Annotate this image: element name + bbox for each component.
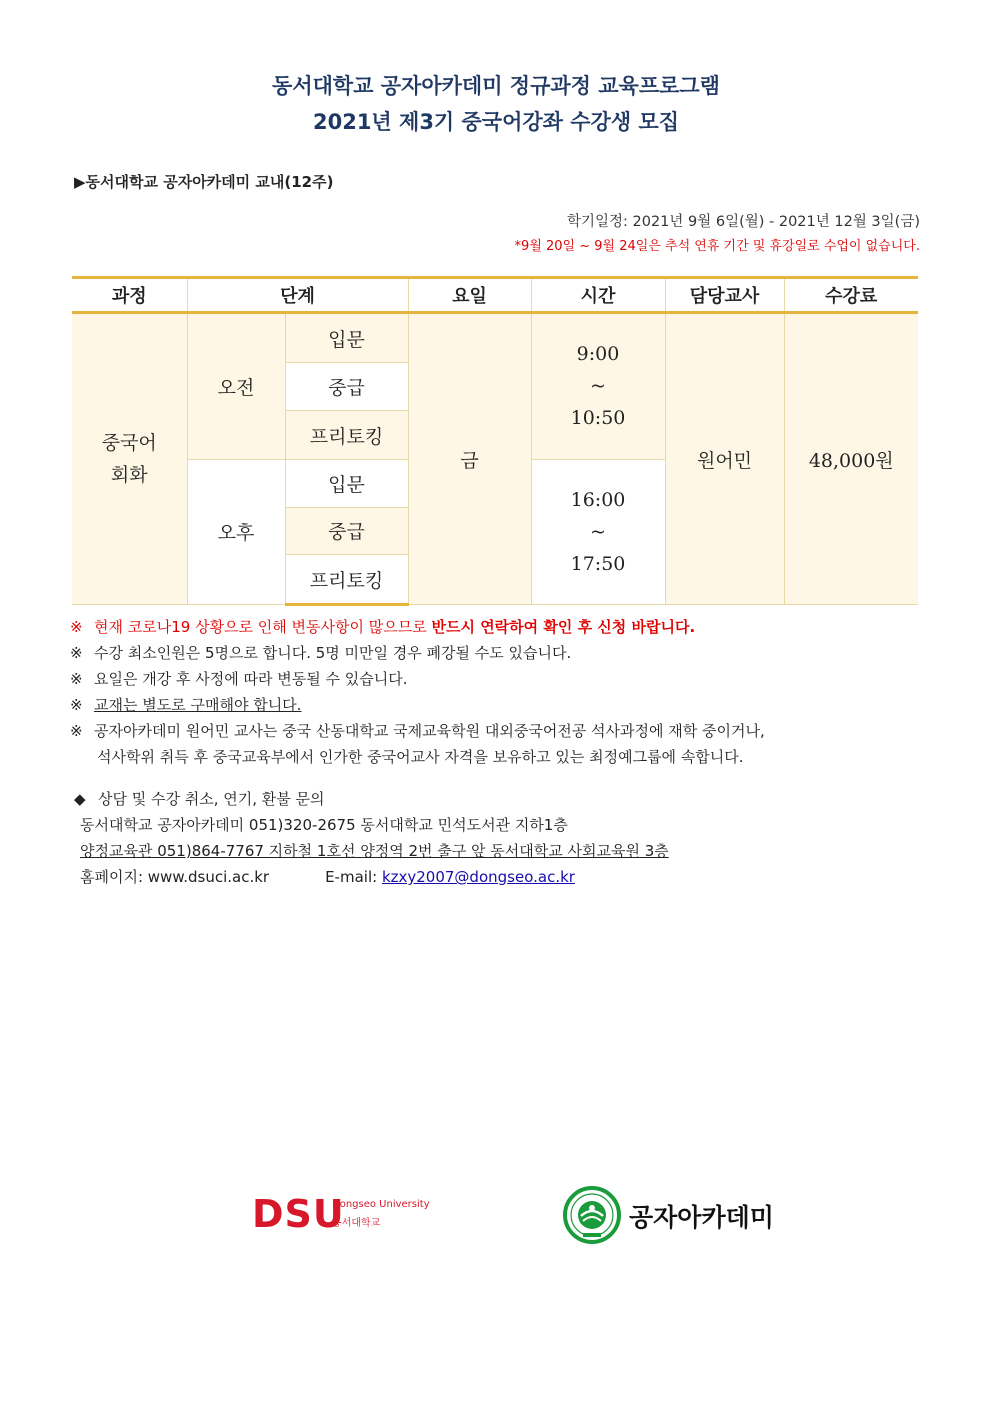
contact-block (74, 786, 669, 890)
section-label: ▶동서대학교 공자아카데미 교내(12주) (74, 173, 334, 191)
note-teacher-text-1: 공자아카데미 원어민 교사는 중국 산동대학교 국제교육학원 대외중국어전공 석사과정에 재학 중이거나, (94, 722, 765, 740)
course-name-line1: 중국어 (101, 432, 157, 454)
note-textbook-text: 교재는 별도로 구매해야 합니다. (94, 696, 302, 714)
note-day-change-text: 요일은 개강 후 사정에 따라 변동될 수 있습니다. (94, 670, 408, 688)
homepage-link[interactable]: 홈페이지: www.dsuci.ac.kr (80, 868, 270, 886)
notes-list (70, 614, 765, 770)
afternoon-cell: 오후 (187, 459, 285, 604)
semester-schedule: 학기일정: 2021년 9월 6일(월) - 2021년 12월 3일(금) (566, 214, 920, 230)
note-covid (70, 614, 765, 640)
day-cell: 금 (408, 313, 531, 605)
note-mark: ※ (70, 722, 83, 740)
note-covid-text: 현재 코로나19 상황으로 인해 변동사항이 많으므로 (94, 618, 432, 636)
morning-level-2: 중급 (285, 363, 408, 411)
header-day: 요일 (408, 278, 531, 313)
morning-time-sep: ~ (590, 375, 606, 398)
morning-time-cell (531, 313, 665, 460)
confucius-institute-logo (563, 1186, 803, 1244)
note-minimum (70, 640, 765, 666)
dsu-logo-korean: 동서대학교 (332, 1218, 381, 1229)
header-course: 과정 (72, 278, 187, 313)
note-teacher (70, 718, 765, 744)
morning-cell: 오전 (187, 313, 285, 460)
afternoon-time-start: 16:00 (570, 488, 626, 511)
header-time: 시간 (531, 278, 665, 313)
morning-time-end: 10:50 (570, 407, 626, 430)
contact-line-1: 동서대학교 공자아카데미 051)320-2675 동서대학교 민석도서관 지하1층 (80, 816, 568, 834)
title-line-1: 동서대학교 공자아카데미 정규과정 교육프로그램 (272, 74, 720, 98)
fee-cell: 48,000원 (784, 313, 918, 605)
course-name-line2: 회화 (110, 464, 148, 486)
note-day-change (70, 666, 765, 692)
email-label: E-mail: (325, 868, 382, 886)
note-covid-emphasis: 반드시 연락하여 확인 후 신청 바랍니다. (431, 618, 696, 636)
note-mark: ※ (70, 670, 83, 688)
dsu-logo (252, 1194, 432, 1238)
morning-level-1: 입문 (285, 313, 408, 363)
note-textbook (70, 692, 765, 718)
note-mark: ※ (70, 618, 83, 636)
afternoon-time-end: 17:50 (570, 552, 626, 575)
note-teacher-text-2: 석사학위 취득 후 중국교육부에서 인가한 중국어교사 자격을 보유하고 있는 최정예그룹에 속합니다. (97, 748, 744, 766)
contact-heading (74, 786, 669, 812)
teacher-cell: 원어민 (665, 313, 784, 605)
table-header-row (72, 278, 918, 313)
afternoon-time-cell (531, 459, 665, 604)
table-row (72, 313, 918, 363)
contact-line-2-text: 양정교육관 051)864-7767 지하철 1호선 양정역 2번 출구 앞 동서대학교 사회교육원 3층 (80, 842, 669, 860)
contact-web-row (74, 864, 669, 890)
morning-time-start: 9:00 (576, 343, 620, 366)
note-mark: ※ (70, 644, 83, 662)
email-link[interactable]: kzxy2007@dongseo.ac.kr (381, 868, 575, 886)
afternoon-level-3: 프리토킹 (285, 555, 408, 605)
confucius-seal-icon (563, 1186, 621, 1244)
afternoon-level-2: 중급 (285, 507, 408, 555)
header-level: 단계 (187, 278, 408, 313)
dsu-logo-mark: DSU (252, 1192, 345, 1236)
contact-line-2 (74, 838, 669, 864)
dsu-logo-english: Dongseo University (332, 1199, 430, 1210)
holiday-note: *9월 20일 ~ 9월 24일은 추석 연휴 기간 및 휴강일로 수업이 없습니다. (514, 239, 920, 254)
afternoon-level-1: 입문 (285, 459, 408, 507)
diamond-bullet-icon: ◆ (74, 790, 86, 808)
note-mark: ※ (70, 696, 83, 714)
header-fee: 수강료 (784, 278, 918, 313)
title-line-2: 2021년 제3기 중국어강좌 수강생 모집 (312, 110, 680, 134)
note-minimum-text: 수강 최소인원은 5명으로 합니다. 5명 미만일 경우 폐강될 수도 있습니다. (94, 644, 572, 662)
header-teacher: 담당교사 (665, 278, 784, 313)
confucius-logo-name: 공자아카데미 (629, 1203, 774, 1232)
note-teacher-cont (70, 744, 765, 770)
morning-level-3: 프리토킹 (285, 411, 408, 459)
course-table (72, 276, 918, 606)
course-name-cell (72, 313, 187, 605)
contact-heading-text: 상담 및 수강 취소, 연기, 환불 문의 (98, 790, 325, 808)
afternoon-time-sep: ~ (590, 520, 606, 543)
